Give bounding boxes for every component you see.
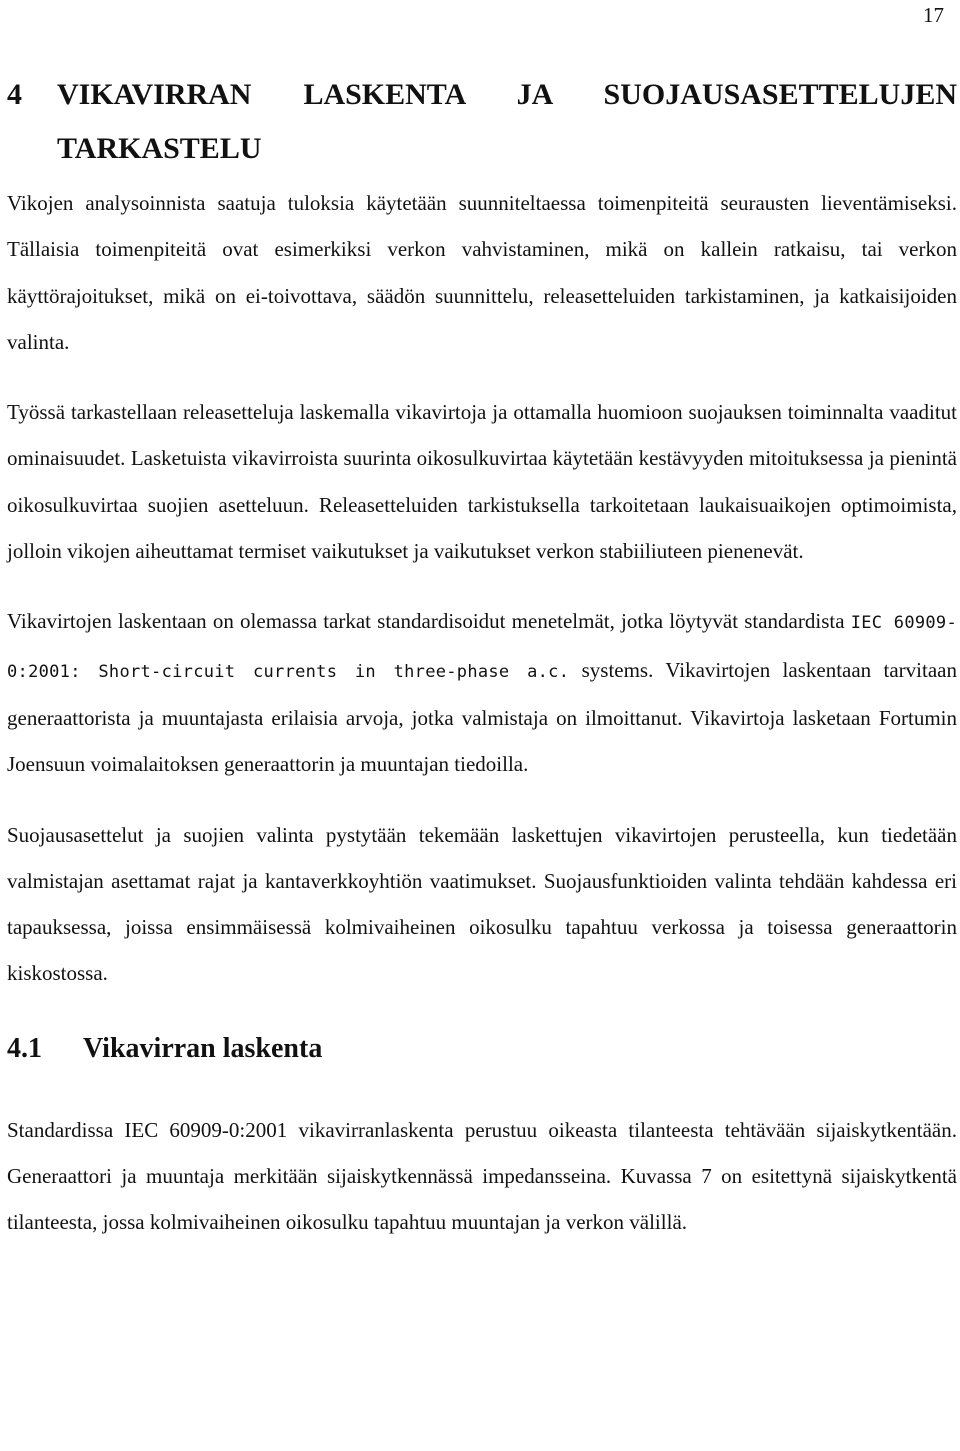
paragraph-1: Vikojen analysoinnista saatuja tuloksia käytetään suunniteltaessa toimenpiteitä seurausten lieventämiseksi. Tällaisia toimenpiteitä ovat esimerkiksi verkon vahvistaminen, mikä on kallein ratkaisu, tai verkon käyttörajoitukset, mikä on ei-toivottava, säädön suunnittelu, releasetteluiden tarkistaminen, ja katkaisijoiden valinta.: [7, 191, 957, 354]
standard-reference: IEC 60909-0:2001: Short-circuit currents in three-phase a.c.: [7, 613, 957, 682]
paragraph-3-text-start: Vikavirtojen laskentaan on olemassa tarkat standardisoidut menetelmät, jotka löytyvät standardista: [7, 609, 851, 634]
paragraph-3-text-end: systems. Vikavirtojen laskentaan tarvitaan generaattorista ja muuntajasta erilaisia arvoja, jotka valmistaja on ilmoittanut. Vikavirtoja lasketaan Fortumin Joensuun voimalaitoksen generaattorin ja muuntajan tiedoilla.: [7, 657, 957, 777]
paragraph-5: Standardissa IEC 60909-0:2001 vikavirranlaskenta perustuu oikeasta tilanteesta tehtävään sijaiskytkentään. Generaattori ja muuntaja merkitään sijaiskytkennässä impedansseina. Kuvassa 7 on esitettynä sijaiskytkentä tilanteesta, jossa kolmivaiheinen oikosulku tapahtuu muuntajan ja verkon välillä.: [7, 1117, 957, 1235]
page-content: [7, 68, 957, 1246]
section-title: Vikavirran laskenta: [83, 1032, 323, 1064]
paragraph-2: Työssä tarkastellaan releasetteluja laskemalla vikavirtoja ja ottamalla huomioon suojauksen toiminnalta vaaditut ominaisuudet. Lasketuista vikavirroista suurinta oikosulkuvirtaa käytetään kestävyyden mitoituksessa ja pienintä oikosulkuvirtaa suojien asetteluun. Releasetteluiden tarkistuksella tarkoitetaan laukaisuaikojen optimoimista, jolloin vikojen aiheuttamat termiset vaikutukset ja vaikutukset verkon stabiiliuteen pienenevät.: [7, 400, 957, 564]
chapter-number: 4: [7, 78, 22, 111]
section-heading: [7, 1029, 957, 1069]
chapter-heading: [7, 68, 957, 176]
paragraph-4: Suojausasettelut ja suojien valinta pystytään tekemään laskettujen vikavirtojen perusteella, kun tiedetään valmistajan asettamat rajat ja kantaverkkoyhtiön vaatimukset. Suojausfunktioiden valinta tehdään kahdessa eri tapauksessa, joissa ensimmäisessä kolmivaiheinen oikosulku tapahtuu verkossa ja toisessa generaattorin kiskostossa.: [7, 822, 957, 986]
section-number: 4.1: [7, 1032, 42, 1064]
paragraph-3: [7, 598, 957, 787]
chapter-title: VIKAVIRRAN LASKENTA JA SUOJAUSASETTELUJEN TARKASTELU: [57, 78, 957, 165]
page-number: 17: [923, 3, 944, 27]
